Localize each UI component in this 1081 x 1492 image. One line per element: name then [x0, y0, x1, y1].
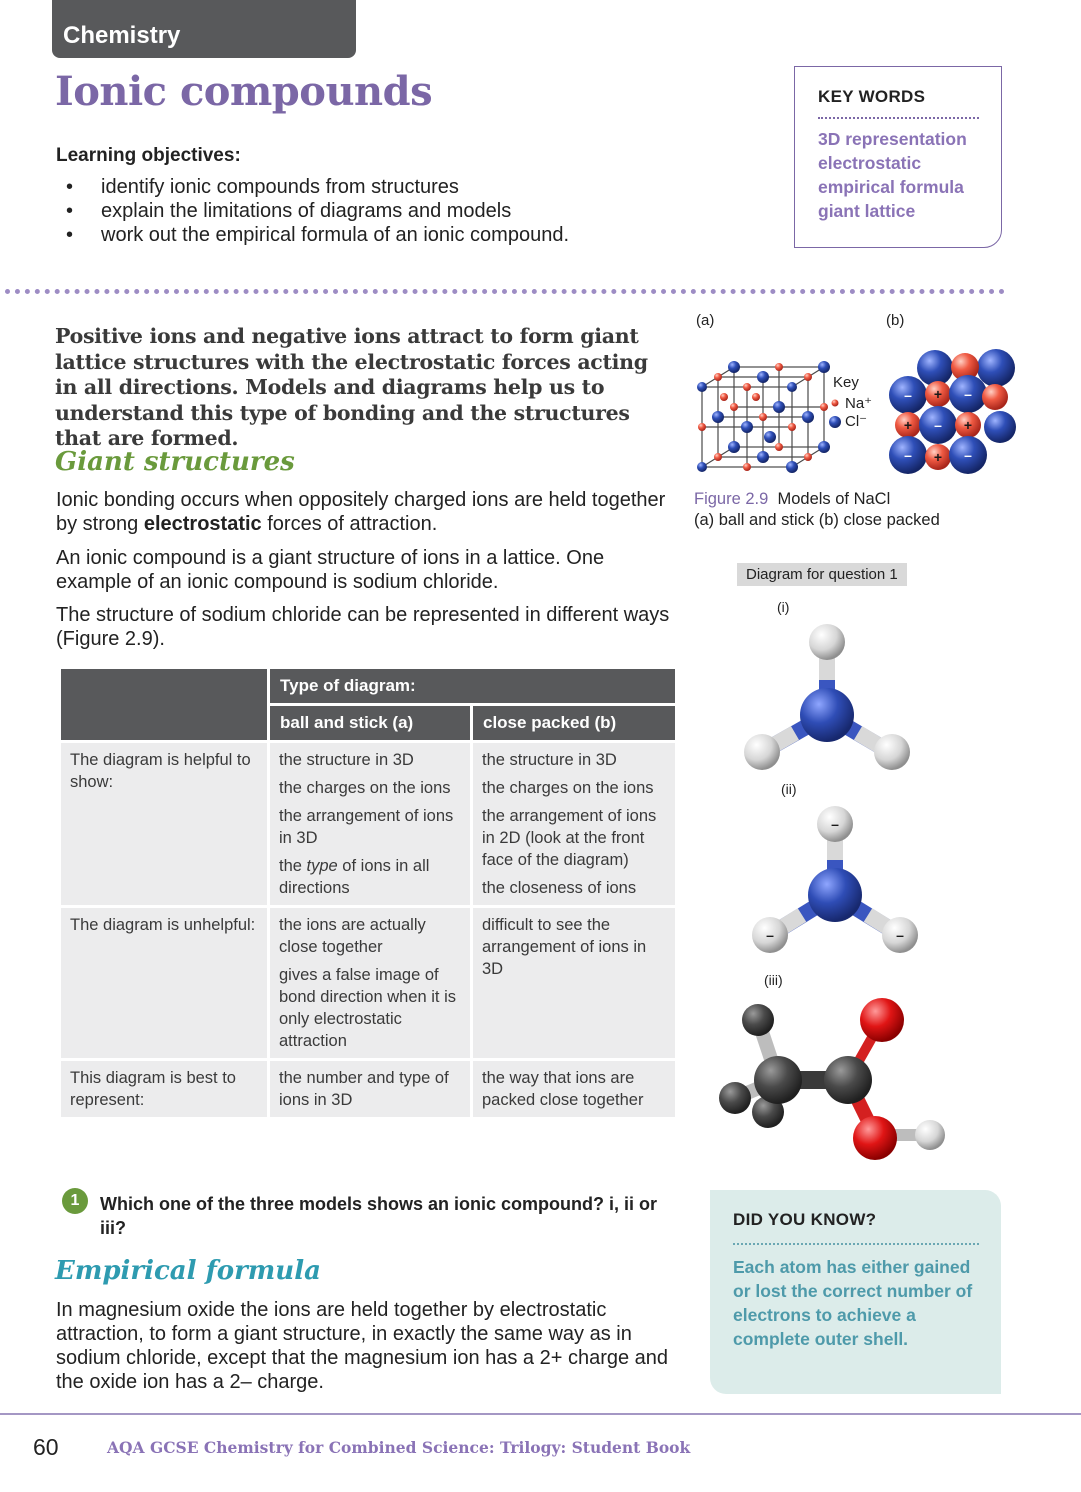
- subject-tab: [52, 0, 356, 58]
- cell-line: the structure in 3D: [279, 751, 414, 769]
- cell-line: the charges on the ions: [279, 779, 451, 797]
- close-packed-cell: [473, 908, 675, 1058]
- key-word: giant lattice: [818, 201, 916, 221]
- key-na-marker: [832, 400, 839, 407]
- molecule-label-i: (i): [777, 599, 790, 615]
- did-you-know-divider: [733, 1243, 979, 1245]
- charge-plus: +: [963, 417, 973, 433]
- charge-minus: –: [904, 387, 912, 403]
- ionic-bonding-paragraph: [56, 488, 676, 536]
- empirical-formula-heading: Empirical formula: [55, 1256, 321, 1286]
- objective-item: • identify ionic compounds from structures: [56, 175, 696, 199]
- charge-minus: –: [964, 386, 972, 402]
- key-words-heading: KEY WORDS: [818, 87, 926, 106]
- table-corner-header: [61, 669, 267, 740]
- cell-line: the closeness of ions: [482, 879, 637, 897]
- cell-line: difficult to see the arrangement of ions in 3D: [482, 916, 647, 978]
- figure-title: Models of NaCl: [777, 490, 891, 508]
- key-word: 3D representation: [818, 129, 967, 149]
- charge-minus: –: [896, 927, 904, 943]
- cell-text: of ions in all directions: [279, 857, 430, 897]
- figure-number: Figure 2.9: [694, 490, 769, 508]
- cell-line: the arrangement of ions in 2D (look at the front face of the diagram): [482, 807, 657, 869]
- type-of-diagram-header: Type of diagram:: [270, 669, 675, 703]
- ball-and-stick-cell: [270, 908, 470, 1058]
- paragraph-text: Ionic bonding occurs when oppositely charged ions are held together by strong: [56, 489, 666, 535]
- did-you-know-text: Each atom has either gained or lost the correct number of electrons to achieve a complete outer shell.: [733, 1257, 973, 1349]
- giant-structures-heading: Giant structures: [55, 447, 295, 477]
- did-you-know-box: [710, 1190, 1001, 1394]
- close-packed-cell: [473, 1061, 675, 1117]
- charge-minus: –: [934, 417, 942, 433]
- charge-plus: +: [933, 449, 943, 465]
- cell-line: the number and type of ions in 3D: [279, 1069, 449, 1109]
- subject-label: Chemistry: [63, 22, 181, 49]
- table-row: [61, 908, 675, 1058]
- cell-line: [279, 855, 461, 899]
- cell-line: the way that ions are packed close together: [482, 1069, 644, 1109]
- cell-text: the: [279, 857, 307, 875]
- charge-plus: +: [903, 417, 913, 433]
- charge-minus: –: [964, 447, 972, 463]
- bold-term: electrostatic: [143, 513, 262, 535]
- learning-objectives: [56, 145, 696, 247]
- did-you-know-heading: DID YOU KNOW?: [733, 1210, 877, 1229]
- italic-term: type: [306, 857, 338, 875]
- ball-and-stick-cell: [270, 743, 470, 905]
- key-word: empirical formula: [818, 177, 964, 197]
- row-label: The diagram is unhelpful:: [61, 908, 267, 1058]
- row-label: The diagram is helpful to show:: [61, 743, 267, 905]
- intro-paragraph: Positive ions and negative ions attract to form giant lattice structures with the electrostatic forces acting in all directions. Models and diagrams help us to understand this type of bonding and the structures that are formed.: [55, 324, 648, 450]
- key-cl-label: Cl⁻: [845, 413, 868, 430]
- charge-minus: –: [766, 927, 774, 943]
- row-label: This diagram is best to represent:: [61, 1061, 267, 1117]
- cell-line: gives a false image of bond direction when it is only electrostatic attraction: [279, 966, 457, 1050]
- charge-minus: –: [904, 447, 912, 463]
- paragraph-text: forces of attraction.: [261, 513, 438, 535]
- objectives-list: [56, 175, 696, 247]
- molecule-iii: [719, 998, 945, 1160]
- sodium-chloride-paragraph: The structure of sodium chloride can be represented in different ways (Figure 2.9).: [56, 604, 670, 650]
- cell-line: the structure in 3D: [482, 751, 617, 769]
- ionic-compound-paragraph: An ionic compound is a giant structure of ions in a lattice. One example of an ionic compound is sodium chloride.: [56, 547, 605, 593]
- question-text: Which one of the three models shows an ionic compound? i, ii or iii?: [100, 1194, 658, 1238]
- section-divider: [5, 289, 1005, 294]
- figure-label-a: (a): [696, 312, 715, 329]
- empirical-paragraph: In magnesium oxide the ions are held together by electrostatic attraction, to form a giant structure, in exactly the same way as in sodium chloride, except that the magnesium ion has a 2+ charge and the oxide ion has a 2– charge.: [56, 1299, 669, 1393]
- page-title: Ionic compounds: [55, 68, 433, 115]
- key-na-label: Na⁺: [845, 395, 873, 412]
- page-number: 60: [33, 1434, 59, 1460]
- question-number-badge: 1: [62, 1188, 88, 1214]
- objective-item: • work out the empirical formula of an ionic compound.: [56, 223, 696, 247]
- key-word: electrostatic: [818, 153, 922, 173]
- molecule-label-ii: (ii): [781, 781, 797, 797]
- molecule-label-iii: (iii): [764, 972, 783, 988]
- figure-label-b: (b): [886, 312, 905, 329]
- ball-and-stick-header: ball and stick (a): [270, 706, 470, 740]
- key-title: Key: [833, 374, 859, 391]
- key-words-box: [794, 66, 1002, 248]
- ball-and-stick-cell: [270, 1061, 470, 1117]
- cell-line: the ions are actually close together: [279, 916, 426, 956]
- objectives-heading: Learning objectives:: [56, 145, 241, 166]
- close-packed-cell: [473, 743, 675, 905]
- charge-minus: –: [831, 816, 839, 832]
- diagram-comparison-table: [58, 666, 678, 1120]
- figure-subcaption: (a) ball and stick (b) close packed: [694, 511, 940, 529]
- close-packed-header: close packed (b): [473, 706, 675, 740]
- cell-line: the charges on the ions: [482, 779, 654, 797]
- table-row: [61, 1061, 675, 1117]
- molecule-i: [744, 624, 910, 770]
- figure-caption: [694, 489, 940, 531]
- lattice-ions: [697, 361, 830, 473]
- book-title: AQA GCSE Chemistry for Combined Science: Trilogy: Student Book: [107, 1438, 691, 1457]
- charge-plus: +: [933, 386, 943, 402]
- table-row: [61, 743, 675, 905]
- cell-line: the arrangement of ions in 3D: [279, 807, 454, 847]
- footer-rule: [0, 1413, 1081, 1415]
- objective-item: • explain the limitations of diagrams and models: [56, 199, 696, 223]
- question-molecule-diagrams: [700, 590, 1040, 1190]
- question-diagram-tag: Diagram for question 1: [737, 563, 907, 586]
- key-cl-marker: [829, 416, 841, 428]
- key-words-divider: [818, 117, 979, 119]
